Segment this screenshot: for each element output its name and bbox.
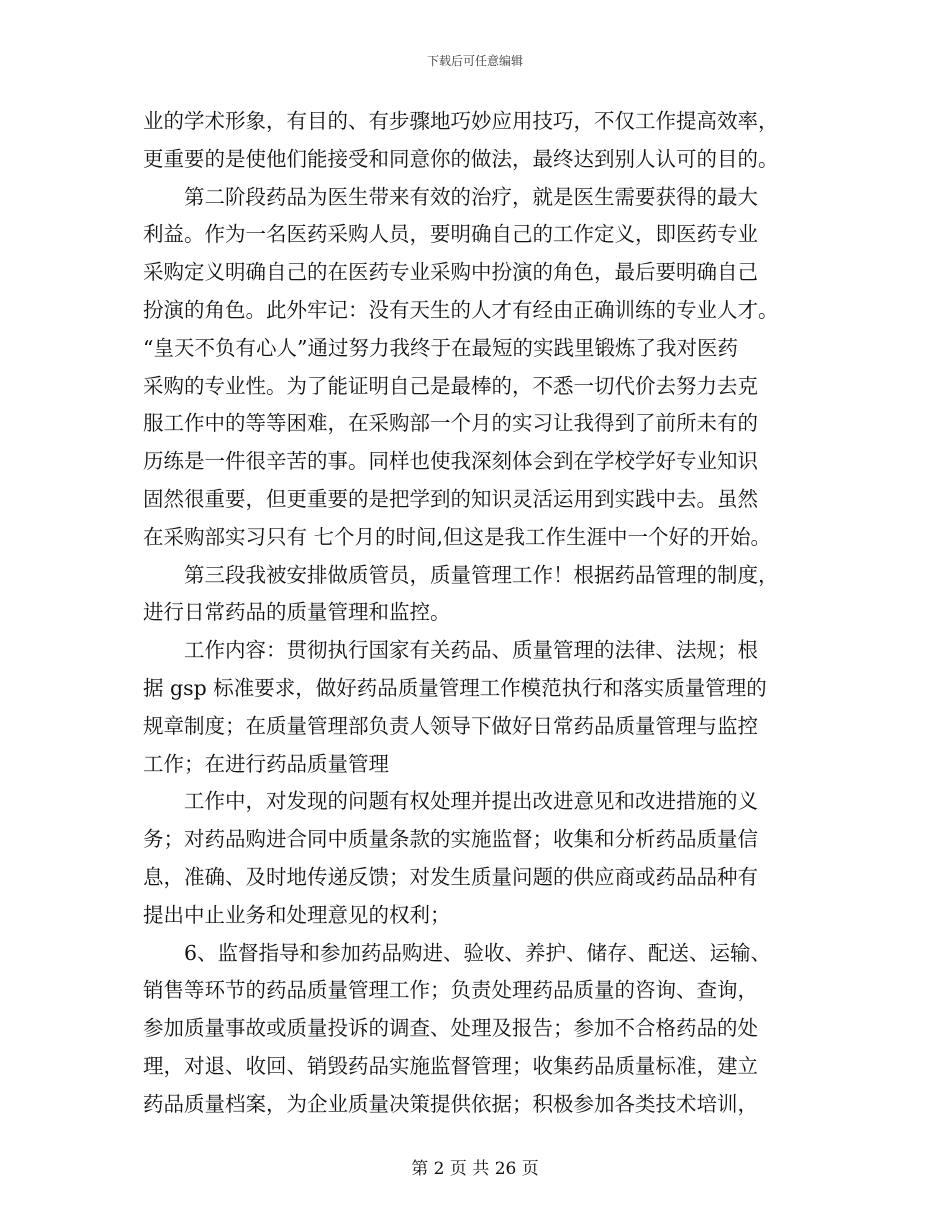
text-line: 采购定义明确自己的在医药专业采购中扮演的角色，最后要明确自己 — [143, 260, 758, 285]
document-body — [143, 103, 808, 1124]
text-line: 业的学术形象，有目的、有步骤地巧妙应用技巧，不仅工作提高效率， — [143, 109, 779, 133]
text-line: 据 gsp 标准要求，做好药品质量管理工作模范执行和落实质量管理的 — [143, 675, 767, 700]
text-line: 提出中止业务和处理意见的权利； — [143, 902, 451, 927]
text-line: 参加质量事故或质量投诉的调查、处理及报告；参加不合格药品的处 — [143, 1016, 758, 1041]
text-line: 6、监督指导和参加药品购进、验收、养护、储存、配送、运输、 — [143, 940, 772, 965]
text-line: 采购的专业性。为了能证明自己是最棒的，不悉一切代价去努力去克 — [143, 373, 758, 398]
text-line: 药品质量档案，为企业质量决策提供依据；积极参加各类技术培训， — [143, 1091, 758, 1116]
text-line: 利益。作为一名医药采购人员，要明确自己的工作定义，即医药专业 — [143, 222, 758, 247]
text-line: 息，准确、及时地传递反馈；对发生质量问题的供应商或药品品种有 — [143, 864, 758, 889]
text-line: 进行日常药品的质量管理和监控。 — [143, 600, 451, 625]
text-line: 工作中，对发现的问题有权处理并提出改进意见和改进措施的义 — [143, 789, 758, 814]
text-line: 理，对退、收回、销毁药品实施监督管理；收集药品质量标准，建立 — [143, 1053, 758, 1078]
text-line: 工作；在进行药品质量管理 — [143, 751, 389, 776]
text-line: 固然很重要，但更重要的是把学到的知识灵活运用到实践中去。虽然 — [143, 486, 758, 511]
text-line: 第二阶段药品为医生带来有效的治疗，就是医生需要获得的最大 — [143, 184, 758, 209]
text-line: 规章制度；在质量管理部负责人领导下做好日常药品质量管理与监控 — [143, 713, 758, 738]
text-line: 销售等环节的药品质量管理工作；负责处理药品质量的咨询、查询， — [143, 978, 758, 1003]
text-line: 第三段我被安排做质管员，质量管理工作！根据药品管理的制度， — [143, 562, 779, 587]
text-line: “皇天不负有心人”通过努力我终于在最短的实践里锻炼了我对医药 — [143, 335, 738, 360]
text-line: 扮演的角色。此外牢记：没有天生的人才有经由正确训练的专业人才。 — [143, 297, 779, 322]
text-line: 工作内容：贯彻执行国家有关药品、质量管理的法律、法规；根 — [143, 638, 758, 663]
text-line: 在采购部实习只有 七个月的时间,但这是我工作生涯中一个好的开始。 — [143, 524, 772, 549]
text-line: 历练是一件很辛苦的事。同样也使我深刻体会到在学校学好专业知识 — [143, 449, 758, 474]
text-line: 服工作中的等等困难，在采购部一个月的实习让我得到了前所未有的 — [143, 411, 758, 436]
text-line: 更重要的是使他们能接受和同意你的做法，最终达到别人认可的目的。 — [143, 146, 779, 171]
text-line: 务；对药品购进合同中质量条款的实施监督；收集和分析药品质量信 — [143, 827, 758, 852]
page-footer: 第 2 页 共 26 页 — [411, 1159, 539, 1179]
page-header: 下载后可任意编辑 — [426, 54, 523, 68]
